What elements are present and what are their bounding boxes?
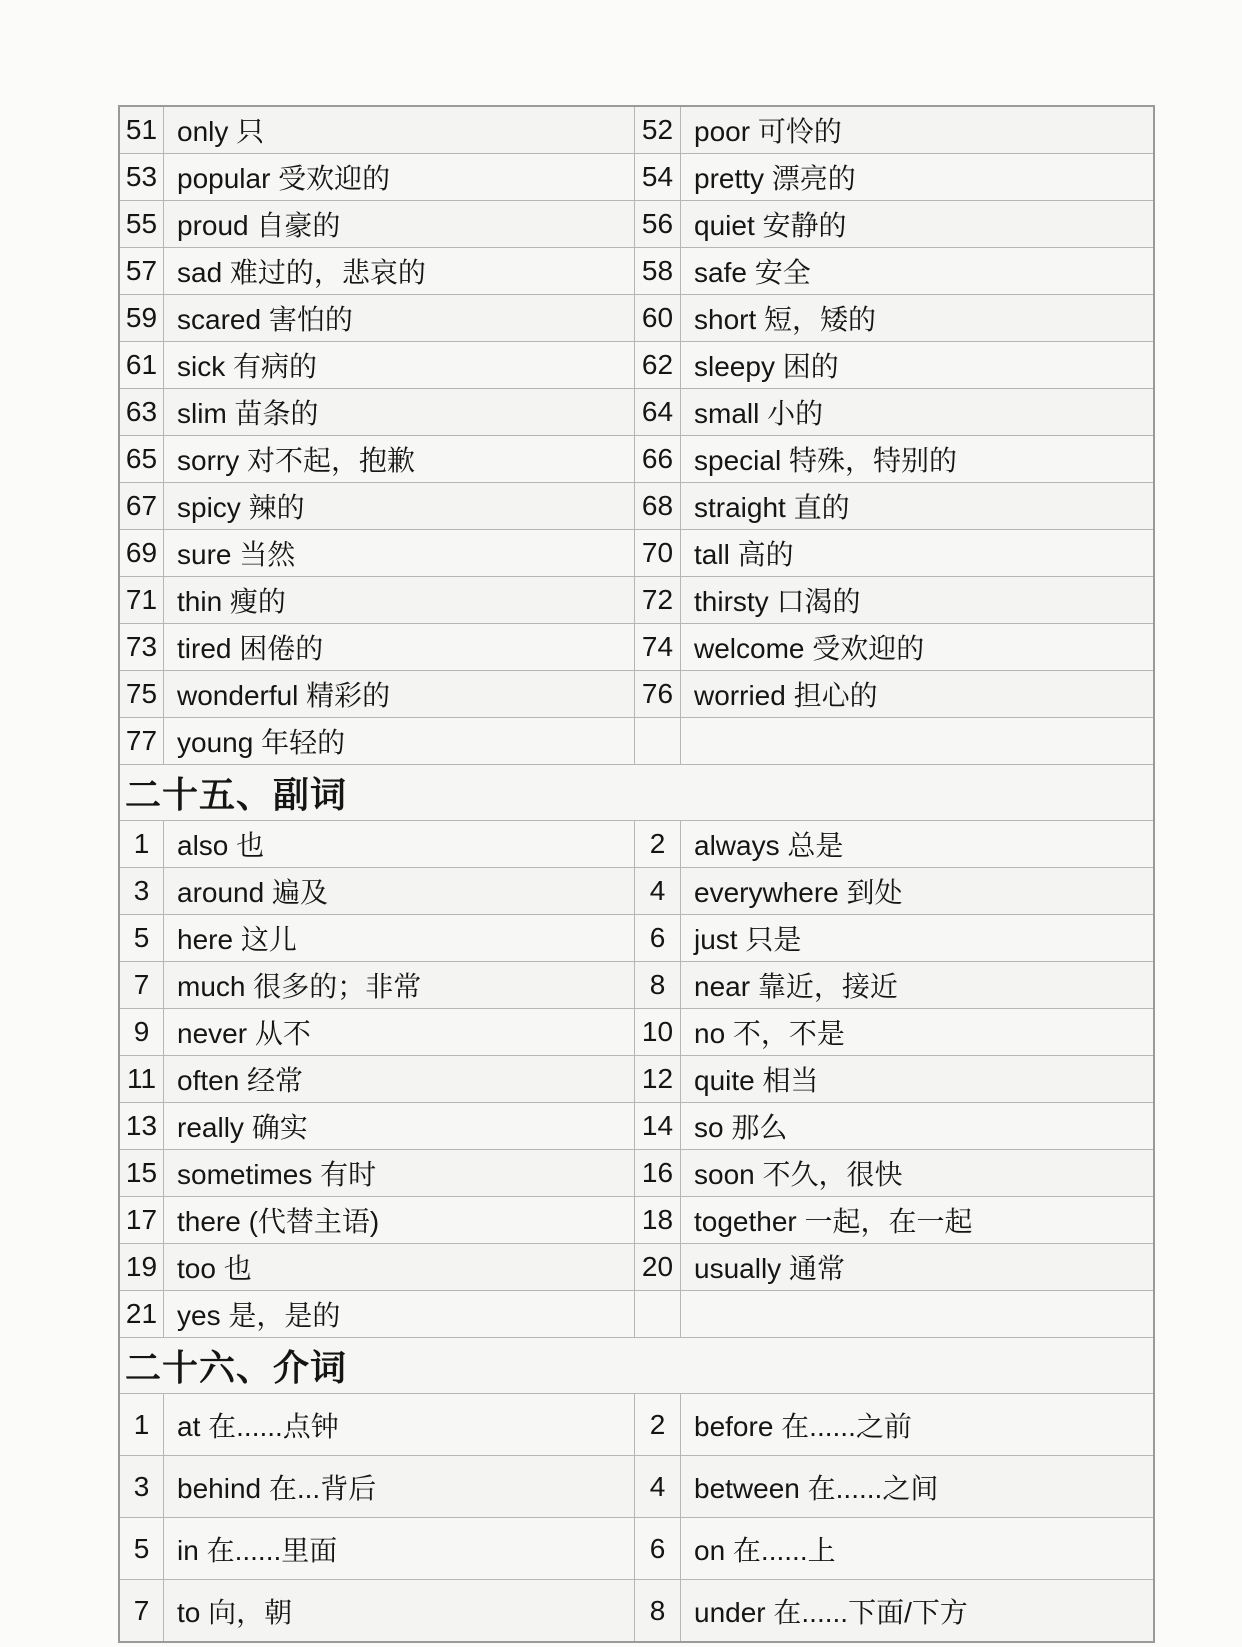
row-number-right: 52 [634,107,681,153]
table-row [120,868,1153,915]
row-number-right: 2 [634,1394,681,1455]
word-entry-right: tall 高的 [694,539,794,570]
word-entry-left: sometimes 有时 [177,1159,377,1190]
word-entry-left: only 只 [177,116,265,147]
row-number-left: 53 [120,154,164,200]
section-header-adverbs [120,765,1153,821]
row-number-left: 21 [120,1291,164,1337]
word-entry-left: much 很多的；非常 [177,971,422,1002]
row-number-left: 73 [120,624,164,670]
word-entry-left: spicy 辣的 [177,492,305,523]
table-row [120,1291,1153,1338]
row-number-right: 58 [634,248,681,294]
row-number-left: 65 [120,436,164,482]
word-entry-left: behind 在...背后 [177,1472,377,1504]
table-row [120,436,1153,483]
table-row [120,577,1153,624]
row-number-right: 18 [634,1197,681,1243]
row-number-right: 2 [634,821,681,867]
row-number-left: 9 [120,1009,164,1055]
row-number-right: 6 [634,915,681,961]
row-number-left: 7 [120,1580,164,1641]
word-entry-right: worried 担心的 [694,680,878,711]
word-entry-right: safe 安全 [694,257,811,288]
section-title: 二十五、副词 [125,774,348,815]
row-number-left: 3 [120,868,164,914]
word-entry-right: pretty 漂亮的 [694,163,856,194]
table-row [120,1197,1153,1244]
word-entry-left: around 遍及 [177,877,328,908]
row-number-left: 7 [120,962,164,1008]
row-number-left: 15 [120,1150,164,1196]
table-row [120,1394,1153,1456]
row-number-right: 60 [634,295,681,341]
row-number-right: 66 [634,436,681,482]
word-entry-right: straight 直的 [694,492,850,523]
word-entry-left: sick 有病的 [177,351,318,382]
section-header-prepositions [120,1338,1153,1394]
row-number-right: 14 [634,1103,681,1149]
word-entry-left: tired 困倦的 [177,633,324,664]
word-entry-left: never 从不 [177,1018,311,1049]
row-number-right: 8 [634,1580,681,1641]
word-entry-left: in 在......里面 [177,1534,338,1566]
section-title: 二十六、介词 [125,1347,348,1388]
row-number-left: 69 [120,530,164,576]
word-entry-left: too 也 [177,1253,252,1284]
word-entry-right: usually 通常 [694,1253,845,1284]
row-number-left: 55 [120,201,164,247]
word-entry-left: sure 当然 [177,539,296,570]
table-row [120,107,1153,154]
row-number-left: 61 [120,342,164,388]
row-number-left: 77 [120,718,164,764]
table-row [120,624,1153,671]
word-entry-right: no 不，不是 [694,1018,845,1049]
word-entry-right: soon 不久，很快 [694,1159,903,1190]
word-entry-right [681,718,1153,764]
row-number-right: 74 [634,624,681,670]
row-number-right: 16 [634,1150,681,1196]
row-number-left: 63 [120,389,164,435]
row-number-right: 62 [634,342,681,388]
vocabulary-table [118,105,1155,1643]
word-entry-right: just 只是 [694,924,802,955]
row-number-right: 56 [634,201,681,247]
word-entry-left: sorry 对不起，抱歉 [177,445,416,476]
word-entry-right: together 一起，在一起 [694,1206,973,1237]
table-row [120,1580,1153,1641]
row-number-right: 76 [634,671,681,717]
row-number-left: 57 [120,248,164,294]
word-entry-right: thirsty 口渴的 [694,586,861,617]
row-number-right: 20 [634,1244,681,1290]
word-entry-left: slim 苗条的 [177,398,319,429]
row-number-left: 5 [120,1518,164,1579]
table-row [120,483,1153,530]
word-entry-left: scared 害怕的 [177,304,353,335]
row-number-left: 5 [120,915,164,961]
table-row [120,1103,1153,1150]
row-number-right [634,718,681,764]
word-entry-right: near 靠近，接近 [694,971,898,1002]
word-entry-left: really 确实 [177,1112,308,1143]
row-number-left: 17 [120,1197,164,1243]
row-number-right: 54 [634,154,681,200]
word-entry-left: at 在......点钟 [177,1410,339,1442]
row-number-right: 4 [634,1456,681,1517]
row-number-left: 1 [120,821,164,867]
word-entry-right: short 短，矮的 [694,304,877,335]
table-row [120,342,1153,389]
table-row [120,1518,1153,1580]
row-number-left: 19 [120,1244,164,1290]
row-number-left: 3 [120,1456,164,1517]
table-row [120,821,1153,868]
row-number-left: 59 [120,295,164,341]
row-number-right: 70 [634,530,681,576]
table-row [120,1456,1153,1518]
word-entry-left: thin 瘦的 [177,586,286,617]
row-number-left: 75 [120,671,164,717]
table-row [120,201,1153,248]
table-row [120,718,1153,765]
row-number-right: 72 [634,577,681,623]
word-entry-left: proud 自豪的 [177,210,341,241]
word-entry-right: quite 相当 [694,1065,819,1096]
word-entry-left: here 这儿 [177,924,297,955]
row-number-left: 11 [120,1056,164,1102]
word-entry-right: small 小的 [694,398,824,429]
table-row [120,530,1153,577]
row-number-left: 13 [120,1103,164,1149]
row-number-right [634,1291,681,1337]
word-entry-right: quiet 安静的 [694,210,847,241]
word-entry-left: popular 受欢迎的 [177,163,391,194]
row-number-right: 64 [634,389,681,435]
word-entry-left: often 经常 [177,1065,304,1096]
row-number-left: 71 [120,577,164,623]
word-entry-right: poor 可怜的 [694,116,842,147]
word-entry-right: so 那么 [694,1112,788,1143]
word-entry-right: special 特殊，特别的 [694,445,957,476]
row-number-right: 8 [634,962,681,1008]
row-number-right: 4 [634,868,681,914]
table-row [120,295,1153,342]
row-number-right: 6 [634,1518,681,1579]
table-row [120,154,1153,201]
word-entry-left: to 向，朝 [177,1596,293,1628]
table-row [120,1244,1153,1291]
word-entry-right: welcome 受欢迎的 [694,633,925,664]
table-row [120,1009,1153,1056]
word-entry-left: there (代替主语) [177,1206,380,1237]
word-entry-right: before 在......之前 [694,1410,912,1442]
row-number-right: 68 [634,483,681,529]
word-entry-left: young 年轻的 [177,727,346,758]
word-entry-left: sad 难过的，悲哀的 [177,257,426,288]
word-entry-right: under 在......下面/下方 [694,1596,968,1628]
word-entry-right: always 总是 [694,830,844,861]
word-entry-right [681,1291,1153,1337]
word-entry-right: on 在......上 [694,1534,836,1566]
word-entry-right: between 在......之间 [694,1472,939,1504]
table-row [120,915,1153,962]
word-entry-right: everywhere 到处 [694,877,903,908]
table-row [120,962,1153,1009]
table-row [120,389,1153,436]
row-number-left: 1 [120,1394,164,1455]
table-row [120,1056,1153,1103]
table-row [120,1150,1153,1197]
row-number-right: 12 [634,1056,681,1102]
word-entry-right: sleepy 困的 [694,351,839,382]
table-row [120,248,1153,295]
row-number-left: 51 [120,107,164,153]
word-entry-left: wonderful 精彩的 [177,680,391,711]
table-row [120,671,1153,718]
row-number-left: 67 [120,483,164,529]
word-entry-left: also 也 [177,830,265,861]
row-number-right: 10 [634,1009,681,1055]
word-entry-left: yes 是，是的 [177,1300,341,1331]
